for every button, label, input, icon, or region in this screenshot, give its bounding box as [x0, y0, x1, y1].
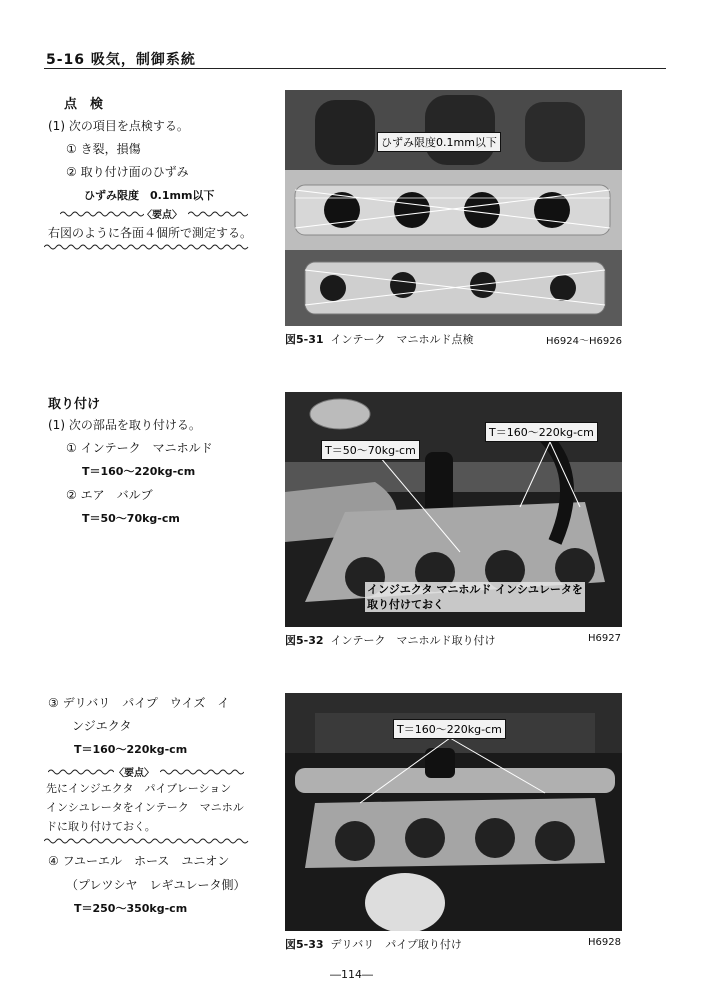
figure-number: 図5-31: [285, 333, 324, 346]
installation-item-1: (1) 次の部品を取り付ける。: [48, 418, 201, 432]
delivery-item-3: ③ デリバリ パイプ ウイズ イ: [48, 696, 230, 710]
air-valve-torque-label: T＝50～70kg-cm: [321, 440, 420, 460]
point-text: ドに取り付けておく。: [46, 820, 156, 833]
delivery-pipe-torque-label: T＝160～220kg-cm: [393, 719, 506, 739]
insulator-note-line: 取り付けておく: [367, 598, 444, 611]
insulator-note: [365, 582, 585, 612]
point-text: 右図のように各面４個所で測定する。: [48, 226, 253, 240]
delivery-pipe-installation-photo: [285, 693, 622, 931]
figure-code: H6924～H6926: [546, 336, 622, 347]
manifold-torque-label: T＝160～220kg-cm: [485, 422, 598, 442]
wavy-divider: [160, 768, 244, 776]
distortion-limit-label: ひずみ限度0.1mm以下: [377, 132, 501, 152]
delivery-item-3-cont: ンジエクタ: [72, 719, 132, 733]
figure-title: インテーク マニホルド点検: [330, 333, 474, 346]
section-title: 5-16 吸気，制御系統: [46, 52, 196, 68]
figure-number: 図5-33: [285, 938, 324, 951]
wavy-divider: [44, 837, 250, 845]
delivery-item-4: ④ フユーエル ホース ユニオン: [48, 854, 230, 868]
intake-manifold-inspection-photo: [285, 90, 622, 326]
torque-spec: T＝160～220kg-cm: [82, 465, 196, 478]
figure-code: H6928: [588, 937, 621, 948]
insulator-note-line: インジエクタ マニホルド インシユレータを: [367, 583, 583, 596]
delivery-item-4-cont: （プレツシヤ レギユレータ側）: [66, 878, 246, 892]
installation-item-1a: ① インテーク マニホルド: [66, 441, 213, 455]
point-text: 先にインジエクタ パイブレーション: [46, 782, 232, 795]
wavy-divider: [60, 210, 144, 218]
installation-item-1b: ② エア バルブ: [66, 488, 153, 502]
torque-spec: T＝250～350kg-cm: [74, 902, 188, 915]
inspection-item-1a: ① き裂，損傷: [66, 142, 141, 156]
wavy-divider: [188, 210, 248, 218]
wavy-divider: [48, 768, 114, 776]
figure-title: デリバリ パイプ取り付け: [330, 938, 462, 951]
torque-spec: T＝50～70kg-cm: [82, 512, 180, 525]
figure-title: インテーク マニホルド取り付け: [330, 634, 496, 647]
torque-spec: T＝160～220kg-cm: [74, 743, 188, 756]
point-label: 〈要点〉: [114, 768, 154, 779]
point-text: インシユレータをインテーク マニホル: [46, 801, 244, 814]
figure-5-32-caption: [285, 632, 496, 648]
intake-manifold-installation-photo: [285, 392, 622, 627]
header-rule: [44, 68, 666, 69]
installation-heading: 取り付け: [48, 397, 101, 412]
figure-code: H6927: [588, 633, 621, 644]
point-label: 〈要点〉: [142, 210, 182, 221]
inspection-item-1: (1) 次の項目を点検する。: [48, 119, 189, 133]
distortion-limit-spec: ひずみ限度 0.1mm以下: [84, 189, 215, 202]
figure-5-33-caption: [285, 936, 462, 952]
wavy-divider: [44, 243, 250, 251]
inspection-heading: 点 検: [64, 97, 104, 112]
figure-number: 図5-32: [285, 634, 324, 647]
inspection-item-1b: ② 取り付け面のひずみ: [66, 165, 189, 179]
page-number: ―114―: [330, 968, 373, 981]
figure-5-31-caption: [285, 331, 474, 347]
